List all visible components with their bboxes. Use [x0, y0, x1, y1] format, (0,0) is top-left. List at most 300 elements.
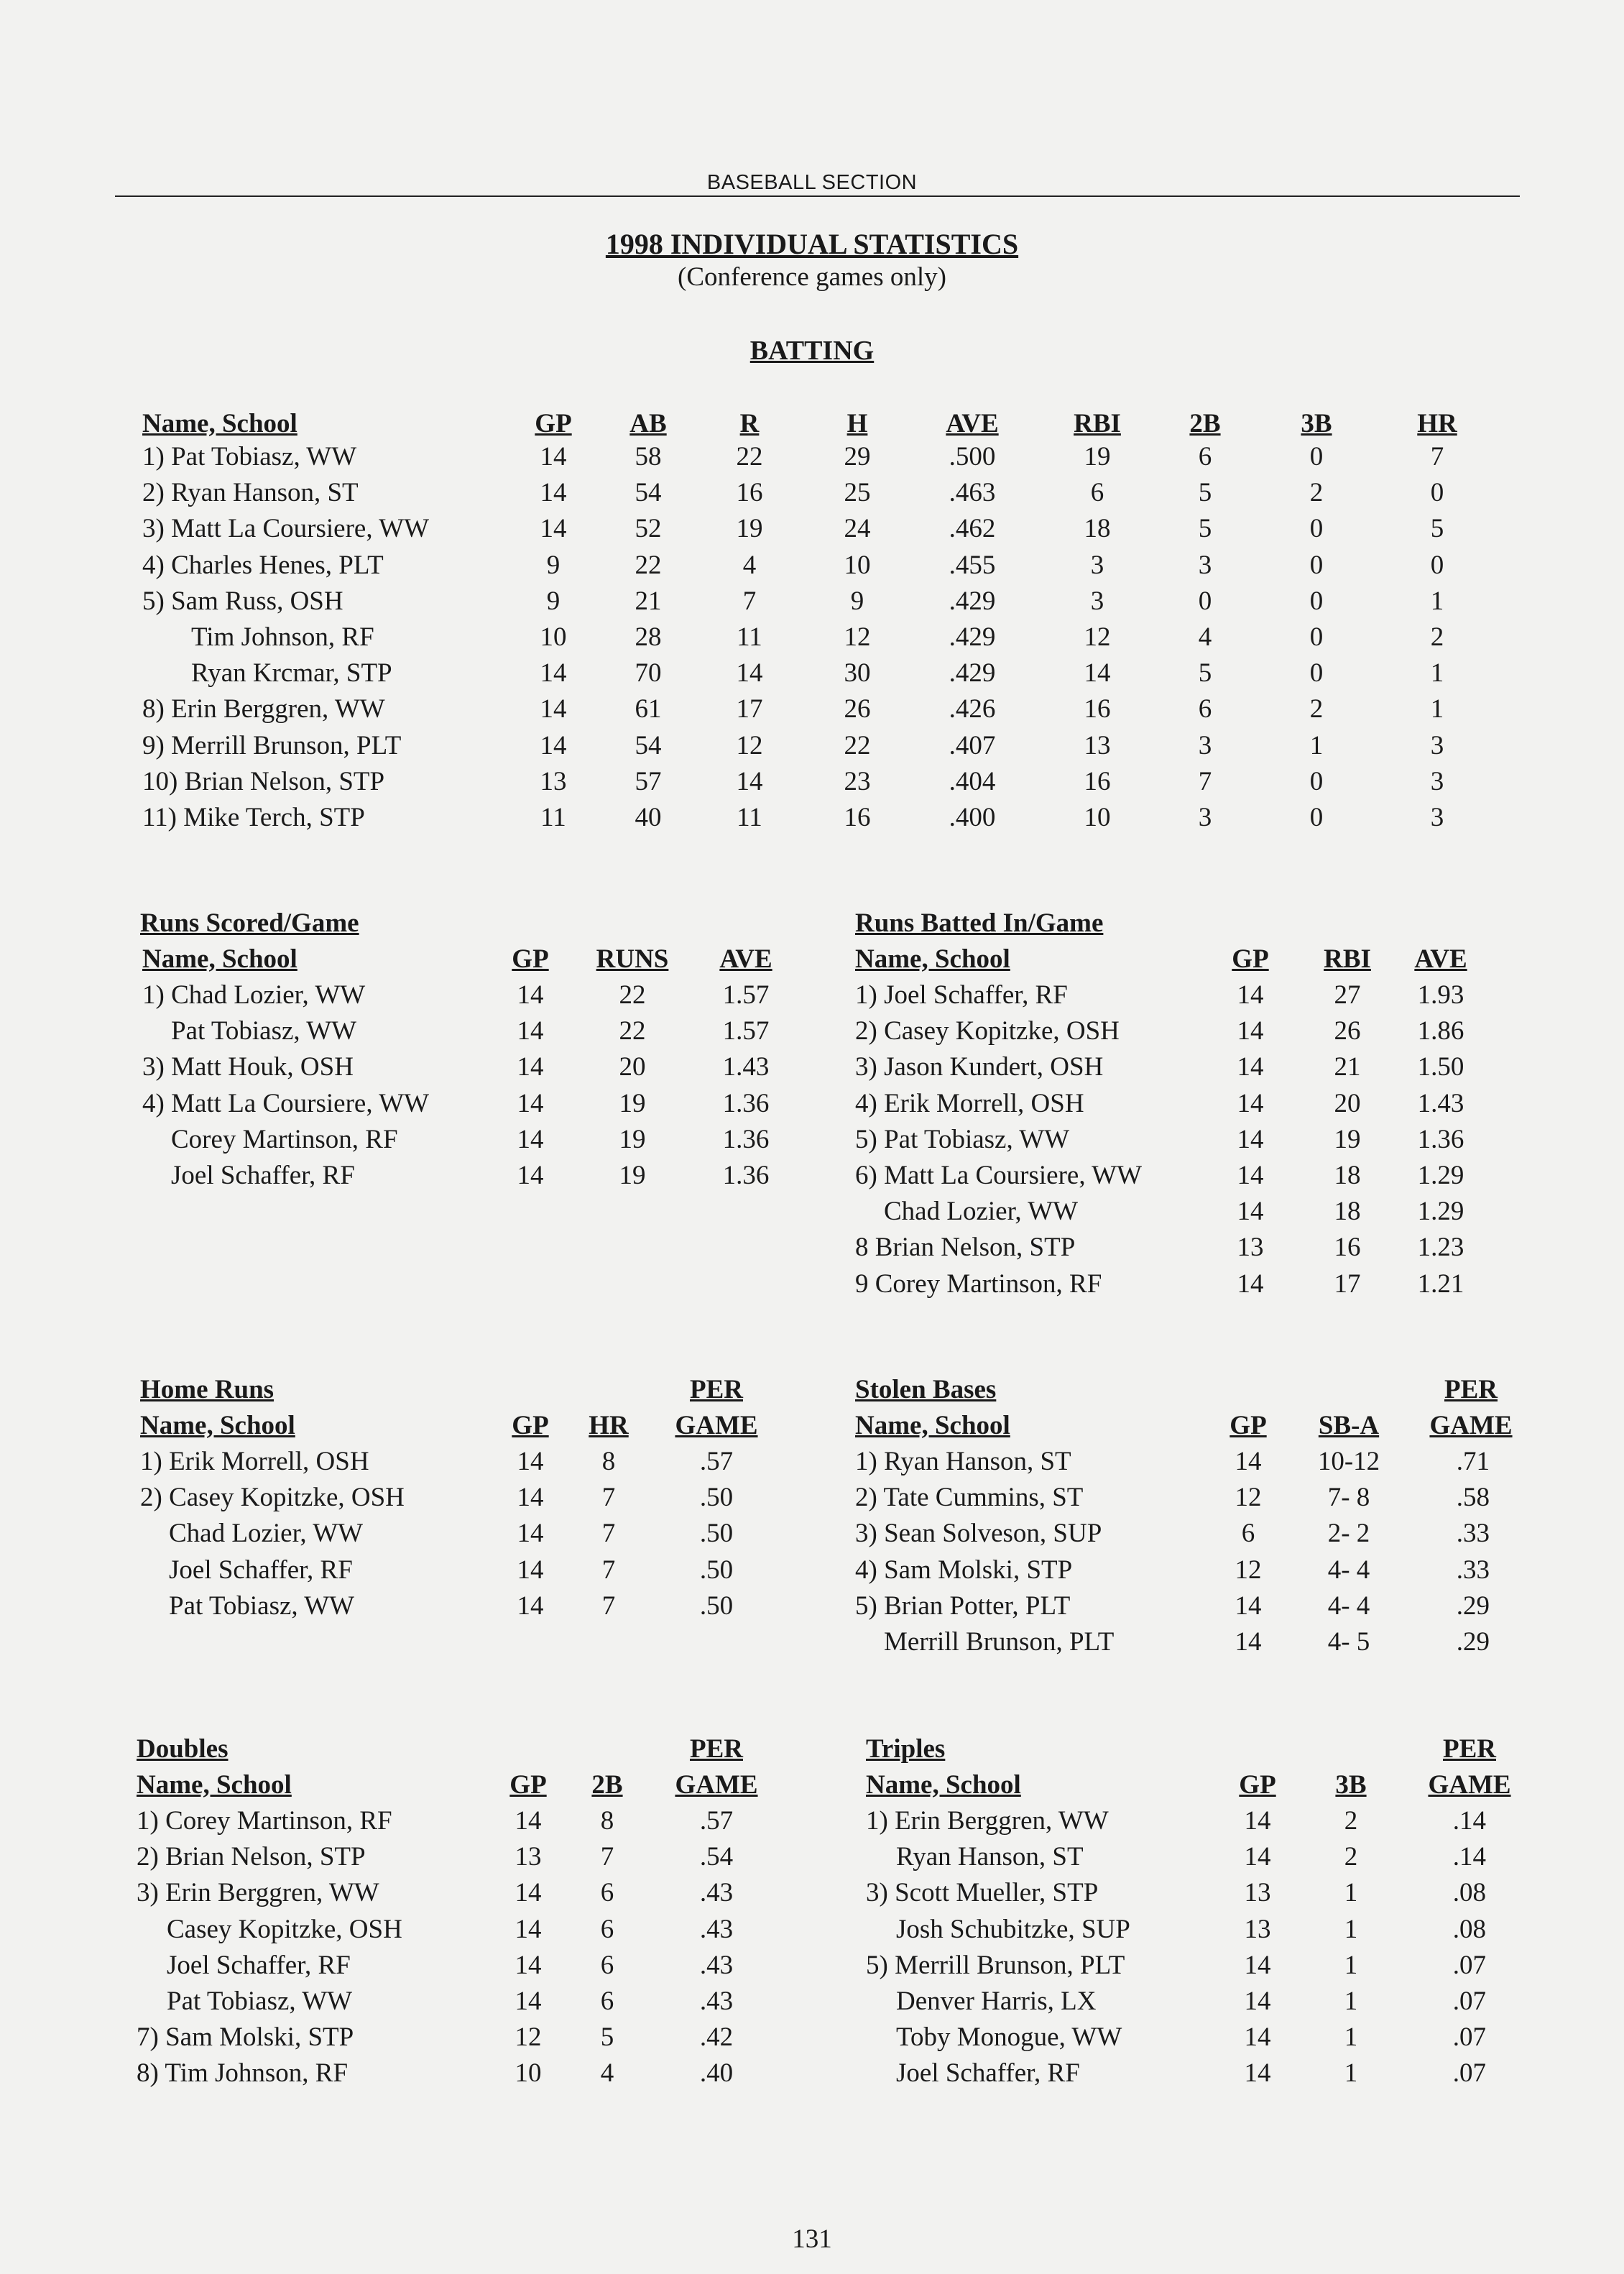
- stat-cell: 14: [1237, 980, 1264, 1010]
- stat-cell: 7: [600, 1842, 614, 1872]
- stat-cell: 1.36: [722, 1124, 770, 1154]
- stat-cell: 14: [517, 1052, 544, 1082]
- stat-cell: 18: [1334, 1161, 1361, 1190]
- column-header: GAME: [1429, 1411, 1513, 1440]
- stat-cell: 14: [1084, 658, 1111, 689]
- player-name-cell: 4) Erik Morrell, OSH: [855, 1088, 1084, 1118]
- stat-cell: 27: [1334, 980, 1361, 1010]
- stat-cell: 10: [515, 2058, 542, 2089]
- stat-cell: 18: [1084, 514, 1111, 544]
- stat-cell: 1.36: [722, 1161, 770, 1190]
- stat-cell: .407: [949, 730, 996, 760]
- table-row: [0, 1950, 1624, 1986]
- column-header: AVE: [1414, 944, 1467, 974]
- stat-cell: .429: [949, 586, 996, 616]
- stat-cell: 14: [1237, 1124, 1264, 1154]
- stat-cell: 14: [1244, 1950, 1271, 1980]
- stat-cell: 21: [1334, 1052, 1361, 1082]
- stolen-bases-per-label: PER: [1444, 1375, 1498, 1404]
- stat-cell: 4- 4: [1327, 1591, 1370, 1621]
- player-name-cell: Tim Johnson, RF: [191, 622, 374, 652]
- stat-cell: 22: [635, 550, 662, 580]
- stat-cell: .57: [699, 1447, 734, 1476]
- player-name-cell: 5) Merrill Brunson, PLT: [866, 1950, 1125, 1980]
- stat-cell: 5: [1198, 514, 1212, 544]
- column-header: Name, School: [142, 944, 297, 974]
- stat-cell: 13: [1237, 1233, 1264, 1263]
- table-row: [0, 1232, 1624, 1268]
- column-header: GP: [512, 944, 549, 974]
- stat-cell: 14: [540, 730, 567, 760]
- column-header: SB-A: [1318, 1411, 1380, 1440]
- stat-cell: .463: [949, 478, 996, 508]
- player-name-cell: Denver Harris, LX: [896, 1987, 1097, 2016]
- stat-cell: 2- 2: [1327, 1519, 1370, 1549]
- column-header: RBI: [1074, 409, 1121, 438]
- page-number: 131: [792, 2224, 832, 2254]
- player-name-cell: Chad Lozier, WW: [884, 1197, 1079, 1227]
- table-row: [0, 477, 1624, 513]
- page-subtitle: (Conference games only): [678, 262, 946, 292]
- stat-cell: 14: [1244, 2022, 1271, 2053]
- section-label: BASEBALL SECTION: [706, 171, 918, 194]
- table-row: [0, 1269, 1624, 1304]
- stat-cell: 14: [1237, 1197, 1264, 1227]
- table-row: [0, 1626, 1624, 1662]
- stat-cell: .50: [699, 1555, 734, 1585]
- stat-cell: 14: [517, 1161, 544, 1190]
- stat-cell: 14: [1244, 1806, 1271, 1836]
- stat-cell: 9: [850, 586, 864, 616]
- stat-cell: 14: [540, 514, 567, 544]
- stat-cell: 4: [600, 2058, 614, 2089]
- column-header: GP: [535, 409, 572, 438]
- stat-cell: 19: [619, 1088, 646, 1118]
- stat-cell: 14: [515, 1950, 542, 1980]
- table-row: [0, 513, 1624, 549]
- player-name-cell: Ryan Hanson, ST: [896, 1842, 1084, 1872]
- stat-cell: 14: [1237, 1088, 1264, 1118]
- stat-cell: 3: [1090, 550, 1104, 580]
- player-name-cell: 4) Charles Henes, PLT: [142, 550, 384, 580]
- stat-cell: 14: [736, 766, 763, 796]
- stat-cell: .07: [1452, 1987, 1486, 2016]
- player-name-cell: 8 Brian Nelson, STP: [855, 1233, 1076, 1263]
- table-row: [0, 802, 1624, 838]
- stat-cell: 14: [1244, 1842, 1271, 1872]
- stat-cell: 23: [844, 766, 871, 796]
- stat-cell: 5: [1198, 478, 1212, 508]
- stat-cell: 7: [601, 1555, 616, 1585]
- stat-cell: .40: [699, 2058, 734, 2089]
- table-row: [0, 622, 1624, 658]
- player-name-cell: Joel Schaffer, RF: [167, 1950, 351, 1980]
- stat-cell: .14: [1452, 1842, 1486, 1872]
- stat-cell: 1.57: [722, 1016, 770, 1046]
- table-row: [0, 1555, 1624, 1591]
- stat-cell: 3: [1198, 550, 1212, 580]
- stat-cell: 22: [736, 442, 763, 471]
- player-name-cell: 3) Sean Solveson, SUP: [855, 1519, 1102, 1549]
- stat-cell: 20: [619, 1052, 646, 1082]
- stat-cell: 11: [737, 622, 762, 652]
- table-row: [0, 2058, 1624, 2094]
- stat-cell: 19: [1084, 442, 1111, 471]
- player-name-cell: 3) Matt Houk, OSH: [142, 1052, 354, 1082]
- stat-cell: 14: [515, 1987, 542, 2016]
- player-name-cell: Joel Schaffer, RF: [169, 1555, 353, 1585]
- stat-cell: 2: [1344, 1842, 1358, 1872]
- stat-cell: 13: [515, 1842, 542, 1872]
- stat-cell: 14: [517, 1088, 544, 1118]
- column-header: RUNS: [596, 944, 669, 974]
- table-row: [0, 586, 1624, 622]
- stat-cell: 28: [635, 622, 662, 652]
- stat-cell: 1: [1430, 586, 1444, 616]
- stat-cell: .07: [1452, 1950, 1486, 1980]
- stat-cell: 14: [540, 658, 567, 689]
- player-name-cell: Pat Tobiasz, WW: [171, 1016, 357, 1046]
- stat-cell: .400: [949, 803, 996, 832]
- rbi-title: Runs Batted In/Game: [855, 908, 1104, 938]
- stat-cell: 3: [1430, 766, 1444, 796]
- player-name-cell: 2) Ryan Hanson, ST: [142, 478, 359, 508]
- player-name-cell: 5) Pat Tobiasz, WW: [855, 1124, 1070, 1154]
- stat-cell: 0: [1309, 586, 1324, 616]
- stat-cell: 0: [1309, 766, 1324, 796]
- player-name-cell: 8) Tim Johnson, RF: [137, 2058, 349, 2089]
- stat-cell: 1.86: [1417, 1016, 1464, 1046]
- stat-cell: 13: [1244, 1878, 1271, 1908]
- stat-cell: 26: [1334, 1016, 1361, 1046]
- stat-cell: 16: [1334, 1233, 1361, 1263]
- table-row: [0, 1841, 1624, 1877]
- stat-cell: 6: [600, 1878, 614, 1908]
- table-row: [0, 694, 1624, 729]
- column-header: GAME: [675, 1770, 758, 1800]
- column-header: GP: [1239, 1770, 1276, 1800]
- stat-cell: 8: [600, 1806, 614, 1836]
- stat-cell: 1.57: [722, 980, 770, 1010]
- table-row: [0, 1877, 1624, 1913]
- batting-header-row: [0, 408, 1624, 444]
- doubles-title: Doubles: [137, 1734, 229, 1764]
- stat-cell: .57: [699, 1806, 734, 1836]
- stat-cell: 16: [844, 803, 871, 832]
- stat-cell: 1.29: [1417, 1197, 1464, 1227]
- stat-cell: 14: [540, 478, 567, 508]
- player-name-cell: Pat Tobiasz, WW: [167, 1987, 353, 2016]
- stat-cell: 2: [1309, 694, 1324, 724]
- stat-cell: 6: [600, 1950, 614, 1980]
- player-name-cell: Casey Kopitzke, OSH: [167, 1914, 402, 1944]
- player-name-cell: Corey Martinson, RF: [171, 1124, 398, 1154]
- column-header: Name, School: [855, 944, 1010, 974]
- stat-cell: 14: [1235, 1627, 1262, 1657]
- stat-cell: 29: [844, 442, 871, 471]
- stat-cell: 0: [1309, 622, 1324, 652]
- column-header: 3B: [1301, 409, 1332, 438]
- stat-cell: 1.36: [1417, 1124, 1464, 1154]
- stat-cell: 0: [1430, 478, 1444, 508]
- stat-cell: 61: [635, 694, 662, 724]
- stat-cell: 1: [1344, 1878, 1358, 1908]
- stat-cell: 0: [1198, 586, 1212, 616]
- stat-cell: 12: [515, 2022, 542, 2053]
- stat-cell: .404: [949, 766, 996, 796]
- player-name-cell: 8) Erin Berggren, WW: [142, 694, 385, 724]
- stat-cell: 14: [517, 1591, 544, 1621]
- stolen-bases-title: Stolen Bases: [855, 1375, 997, 1404]
- stat-cell: 11: [540, 803, 566, 832]
- stat-cell: .29: [1456, 1591, 1490, 1621]
- column-header: HR: [1417, 409, 1457, 438]
- stat-cell: 2: [1430, 622, 1444, 652]
- stat-cell: .54: [699, 1842, 734, 1872]
- stat-cell: .429: [949, 658, 996, 689]
- stat-cell: .08: [1452, 1914, 1486, 1944]
- stat-cell: 30: [844, 658, 871, 689]
- stat-cell: 3: [1430, 803, 1444, 832]
- stat-cell: 14: [1235, 1447, 1262, 1476]
- triples-per-label: PER: [1443, 1734, 1496, 1764]
- stat-cell: 12: [736, 730, 763, 760]
- player-name-cell: Toby Monogue, WW: [896, 2022, 1122, 2053]
- stat-cell: .43: [699, 1950, 734, 1980]
- stat-cell: 54: [635, 478, 662, 508]
- player-name-cell: 2) Casey Kopitzke, OSH: [140, 1483, 405, 1513]
- stat-cell: 1.21: [1417, 1269, 1464, 1299]
- stat-cell: 5: [600, 2022, 614, 2053]
- table-row: [0, 1591, 1624, 1626]
- stat-cell: 1: [1430, 658, 1444, 689]
- column-header: H: [846, 409, 868, 438]
- stat-cell: 4: [742, 550, 757, 580]
- stat-cell: .50: [699, 1519, 734, 1549]
- stat-cell: 3: [1430, 730, 1444, 760]
- column-header: Name, School: [140, 1411, 295, 1440]
- stat-cell: 14: [517, 1483, 544, 1513]
- stat-cell: 14: [515, 1806, 542, 1836]
- stat-cell: 0: [1309, 442, 1324, 471]
- stat-cell: 19: [1334, 1124, 1361, 1154]
- table-row: [0, 1196, 1624, 1232]
- player-name-cell: 4) Sam Molski, STP: [855, 1555, 1073, 1585]
- stat-cell: 7- 8: [1327, 1483, 1370, 1513]
- stat-cell: .500: [949, 442, 996, 471]
- stat-cell: .58: [1456, 1483, 1490, 1513]
- stat-cell: 10: [1084, 803, 1111, 832]
- column-header: 3B: [1335, 1770, 1367, 1800]
- stat-cell: 0: [1430, 550, 1444, 580]
- stat-cell: 22: [619, 1016, 646, 1046]
- stat-cell: 1.29: [1417, 1161, 1464, 1190]
- player-name-cell: 10) Brian Nelson, STP: [142, 766, 385, 796]
- stat-cell: 14: [517, 980, 544, 1010]
- doubles-per-label: PER: [690, 1734, 743, 1764]
- player-name-cell: Pat Tobiasz, WW: [169, 1591, 355, 1621]
- stat-cell: 14: [517, 1016, 544, 1046]
- stat-cell: 7: [742, 586, 757, 616]
- table-row: [0, 1805, 1624, 1841]
- stat-cell: 1.43: [722, 1052, 770, 1082]
- stat-cell: 13: [1244, 1914, 1271, 1944]
- stat-cell: 6: [600, 1914, 614, 1944]
- table-row: [0, 1124, 1624, 1160]
- column-header: GP: [1229, 1411, 1267, 1440]
- table-row: [0, 1016, 1624, 1051]
- stat-cell: 22: [844, 730, 871, 760]
- stat-cell: 14: [517, 1124, 544, 1154]
- stat-cell: 20: [1334, 1088, 1361, 1118]
- stat-cell: 9: [546, 586, 560, 616]
- stat-cell: 1: [1344, 1987, 1358, 2016]
- stat-cell: 12: [844, 622, 871, 652]
- stat-cell: 1: [1344, 1950, 1358, 1980]
- table-row: [0, 730, 1624, 766]
- column-header: GAME: [1428, 1770, 1511, 1800]
- stat-cell: .29: [1456, 1627, 1490, 1657]
- table-row: [0, 1088, 1624, 1124]
- stat-cell: 14: [517, 1555, 544, 1585]
- runs-scored-title: Runs Scored/Game: [140, 908, 359, 938]
- home-runs-title: Home Runs: [140, 1375, 274, 1404]
- player-name-cell: 1) Pat Tobiasz, WW: [142, 442, 357, 471]
- stat-cell: 21: [635, 586, 662, 616]
- stat-cell: .50: [699, 1591, 734, 1621]
- stat-cell: 19: [619, 1161, 646, 1190]
- stat-cell: 26: [844, 694, 871, 724]
- stat-cell: 1.50: [1417, 1052, 1464, 1082]
- stat-cell: 10: [540, 622, 567, 652]
- triples-title: Triples: [866, 1734, 946, 1764]
- stat-cell: 1: [1344, 2058, 1358, 2089]
- table-row: [0, 980, 1624, 1016]
- player-name-cell: 5) Sam Russ, OSH: [142, 586, 343, 616]
- stat-cell: 3: [1198, 803, 1212, 832]
- stat-cell: 12: [1235, 1483, 1262, 1513]
- stat-cell: .43: [699, 1878, 734, 1908]
- stat-cell: 12: [1084, 622, 1111, 652]
- stat-cell: .07: [1452, 2022, 1486, 2053]
- home-runs-per-label: PER: [690, 1375, 743, 1404]
- stat-cell: .33: [1456, 1519, 1490, 1549]
- table-row: [0, 766, 1624, 802]
- stat-cell: 1.36: [722, 1088, 770, 1118]
- stat-cell: 14: [517, 1447, 544, 1476]
- player-name-cell: 2) Casey Kopitzke, OSH: [855, 1016, 1120, 1046]
- player-name-cell: Josh Schubitzke, SUP: [896, 1914, 1130, 1944]
- stat-cell: 1.23: [1417, 1233, 1464, 1263]
- stat-cell: 0: [1309, 550, 1324, 580]
- stat-cell: 3: [1090, 586, 1104, 616]
- stat-cell: 14: [1237, 1161, 1264, 1190]
- batting-heading: BATTING: [749, 336, 875, 366]
- stat-cell: .462: [949, 514, 996, 544]
- stat-cell: 5: [1198, 658, 1212, 689]
- stat-cell: 14: [1237, 1269, 1264, 1299]
- stat-cell: .14: [1452, 1806, 1486, 1836]
- player-name-cell: Joel Schaffer, RF: [171, 1161, 355, 1190]
- column-header: AB: [629, 409, 667, 438]
- player-name-cell: Merrill Brunson, PLT: [884, 1627, 1115, 1657]
- stat-cell: 16: [736, 478, 763, 508]
- stat-cell: 2: [1309, 478, 1324, 508]
- stat-cell: 8: [601, 1447, 616, 1476]
- stat-cell: 16: [1084, 766, 1111, 796]
- stat-cell: 4: [1198, 622, 1212, 652]
- stat-cell: 2: [1344, 1806, 1358, 1836]
- table-row: [0, 1446, 1624, 1482]
- stat-cell: .07: [1452, 2058, 1486, 2089]
- player-name-cell: 4) Matt La Coursiere, WW: [142, 1088, 429, 1118]
- stat-cell: 11: [737, 803, 762, 832]
- player-name-cell: 11) Mike Terch, STP: [142, 803, 365, 832]
- table-row: [0, 1914, 1624, 1950]
- player-name-cell: 3) Erin Berggren, WW: [137, 1878, 379, 1908]
- table-row: [0, 1986, 1624, 2022]
- player-name-cell: 1) Erin Berggren, WW: [866, 1806, 1109, 1836]
- column-header: Name, School: [866, 1770, 1021, 1800]
- table-row: [0, 1160, 1624, 1196]
- stat-cell: 70: [635, 658, 662, 689]
- column-header: Name, School: [142, 409, 297, 438]
- stat-cell: 4- 4: [1327, 1555, 1370, 1585]
- stat-cell: 19: [736, 514, 763, 544]
- stat-cell: 5: [1430, 514, 1444, 544]
- stat-cell: 7: [601, 1483, 616, 1513]
- stat-cell: 14: [540, 442, 567, 471]
- table-row: [0, 1518, 1624, 1554]
- stat-cell: 0: [1309, 803, 1324, 832]
- stat-cell: .426: [949, 694, 996, 724]
- stat-cell: 25: [844, 478, 871, 508]
- table-row: [0, 2022, 1624, 2058]
- page-title: 1998 INDIVIDUAL STATISTICS: [605, 228, 1019, 260]
- stat-cell: 14: [540, 694, 567, 724]
- player-name-cell: 3) Scott Mueller, STP: [866, 1878, 1099, 1908]
- stat-cell: 14: [1244, 2058, 1271, 2089]
- stat-cell: 14: [1244, 1987, 1271, 2016]
- stat-cell: 14: [517, 1519, 544, 1549]
- stat-cell: 10: [844, 550, 871, 580]
- rbi-header-row: [0, 944, 1624, 980]
- stat-cell: 16: [1084, 694, 1111, 724]
- player-name-cell: 1) Joel Schaffer, RF: [855, 980, 1068, 1010]
- stat-cell: 19: [619, 1124, 646, 1154]
- stat-cell: 4- 5: [1327, 1627, 1370, 1657]
- stat-cell: 58: [635, 442, 662, 471]
- stat-cell: 1: [1309, 730, 1324, 760]
- stat-cell: 1: [1344, 1914, 1358, 1944]
- stat-cell: 17: [736, 694, 763, 724]
- stat-cell: 14: [1237, 1052, 1264, 1082]
- column-header: HR: [589, 1411, 629, 1440]
- stat-cell: 13: [540, 766, 567, 796]
- stat-cell: 17: [1334, 1269, 1361, 1299]
- player-name-cell: 3) Matt La Coursiere, WW: [142, 514, 429, 544]
- column-header: 2B: [1189, 409, 1221, 438]
- player-name-cell: 1) Ryan Hanson, ST: [855, 1447, 1071, 1476]
- stolen-bases-header-row: [0, 1410, 1624, 1446]
- stat-cell: 1.93: [1417, 980, 1464, 1010]
- stat-cell: 14: [515, 1878, 542, 1908]
- column-header: Name, School: [137, 1770, 292, 1800]
- player-name-cell: 9) Merrill Brunson, PLT: [142, 730, 402, 760]
- stat-cell: 14: [1235, 1591, 1262, 1621]
- stat-cell: 1.43: [1417, 1088, 1464, 1118]
- column-header: R: [739, 409, 760, 438]
